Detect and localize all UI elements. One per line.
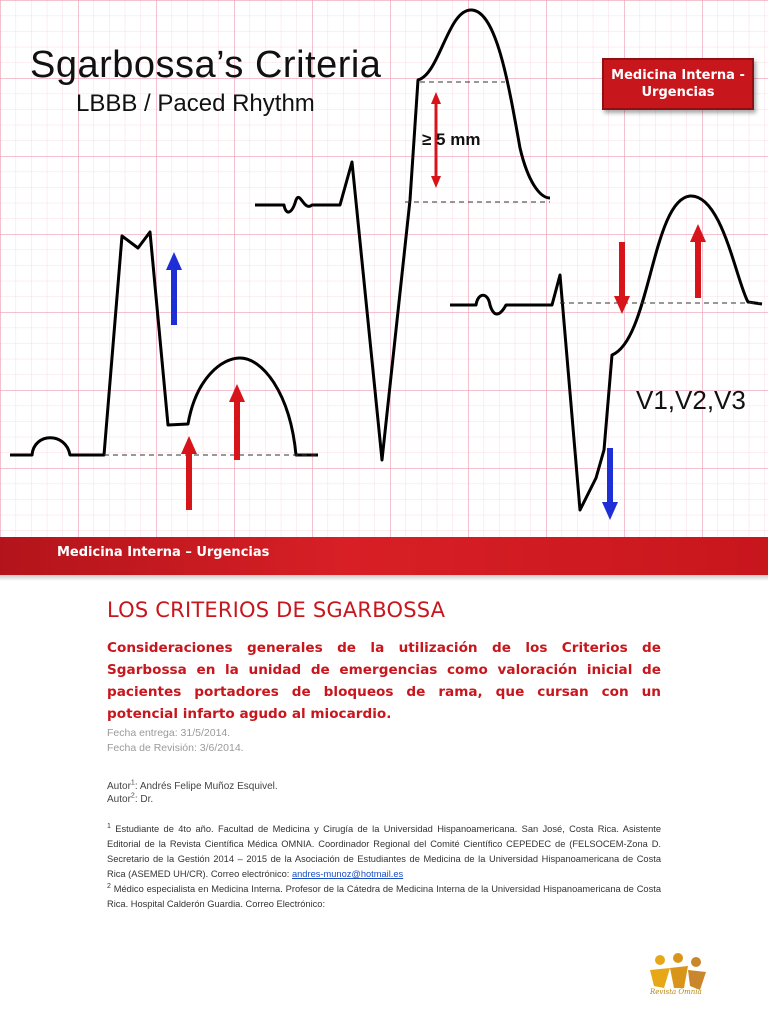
article-subtitle: Consideraciones generales de la utilización de los Criterios de Sgarbossa en la unidad de emergencias como valoración inicial de pacientes portadores de bloqueos de rama, que cursan con un potencial infarto agudo al miocardio. [107,640,661,722]
fecha-entrega: Fecha entrega: 31/5/2014. [107,727,231,739]
author-1: Autor$^1$: Andrés Felipe Muñoz Esquivel. [107,779,278,792]
ecg-title: Sgarbossa’s Criteria [30,44,382,86]
section-band-label: Medicina Interna – Urgencias [57,545,270,560]
article-title: LOS CRITERIOS DE SGARBOSSA [107,598,446,622]
fecha-revision: Fecha de Revisión: 3/6/2014. [107,742,244,754]
ecg-subtitle: LBBB / Paced Rhythm [76,90,315,117]
section-badge [602,58,754,110]
measurement-label: ≥ 5 mm [422,130,481,149]
footnote-1: $^1$ Estudiante de 4to año. Facultad de Medicina y Cirugía de la Universidad Hispanoamericana. San José, Costa Rica. Asistente Editorial de la Revista Científica Médica OMNIA. Coordinador Regional del Comité Científico CEPEDEC de (FELSOCEM-Zona D. Secretario de la Gestión 2014 – 2015 de la Asociación de Estudiantes de Medicina de la Universidad Hispanoamericana de Costa Rica (ASEMED UH/CR). Correo electrónico: andres-munoz@hotmail.es [107,822,661,879]
dates-block [107,726,244,756]
badge-line2: Urgencias [641,85,715,100]
band-shadow [0,575,768,581]
authors-block [107,780,278,806]
footnotes [107,822,661,912]
footnote-2: $^2$ Médico especialista en Medicina Interna. Profesor de la Cátedra de Medicina Interna de la Universidad Hispanoamericana de Costa Rica. Hospital Calderón Guardia. Correo Electrónico: [107,882,661,909]
leads-label: V1,V2,V3 [636,385,746,415]
badge-line1: Medicina Interna - [611,68,745,83]
author-email-link[interactable]: andres-munoz@hotmail.es [291,869,404,879]
author-2: Autor$^2$: Dr. [107,792,154,805]
logo-text: Revista Omnia [650,988,702,996]
